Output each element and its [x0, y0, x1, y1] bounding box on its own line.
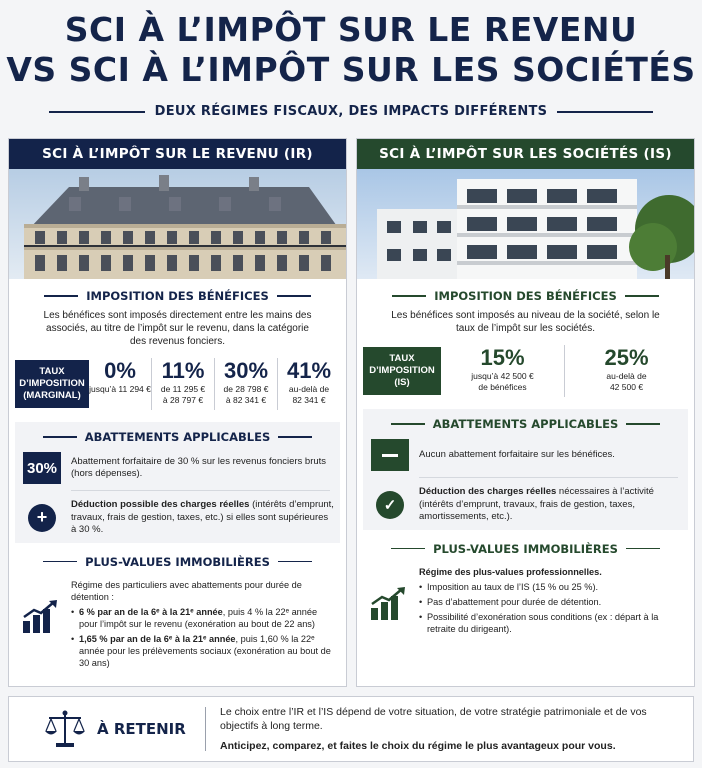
ir-rate-11: [151, 358, 214, 410]
rate-pct: 25%: [604, 345, 649, 370]
rate-desc: au-delà de: [606, 371, 647, 381]
rate-desc: de 11 295 €: [160, 384, 206, 394]
haussmann-building-photo: [9, 169, 346, 279]
divider-left: [49, 111, 145, 113]
is-abattement-text-2-bold: Déduction des charges réelles: [419, 486, 557, 497]
title-rule: [626, 548, 660, 550]
footer-message-2: Anticipez, comparez, et faites le choix du régime le plus avantageux pour vous.: [220, 740, 616, 752]
ir-plus-values-bullet-1: [71, 606, 338, 630]
ir-column: [8, 138, 347, 687]
title-rule: [43, 561, 77, 563]
is-plus-values-bullet-3: • Possibilité d’exonération sous conditions (ex : départ à la retraite du dirigeant).: [419, 611, 686, 635]
ir-heading: SCI À L’IMPÔT SUR LE REVENU (IR): [9, 139, 346, 169]
ir-rate-41: [277, 358, 340, 410]
growth-chart-icon: [369, 566, 409, 635]
rate-pct: 15%: [480, 345, 525, 370]
ir-abattements-title: [15, 422, 340, 444]
is-abattements-title: [363, 409, 688, 431]
thirty-percent-badge: 30%: [23, 452, 61, 484]
title-rule: [391, 548, 425, 550]
ir-imposition-text: Les bénéfices sont imposés directement entre les mains des associés, au titre de l’impôt sur le revenu, dans la catégorie des revenus fonciers.: [43, 310, 312, 347]
is-plus-values-bullet-2: • Pas d’abattement pour durée de détention.: [419, 596, 686, 608]
rate-desc: à 28 797 €: [162, 395, 204, 405]
modern-building-photo: [357, 169, 694, 279]
title-rule: [391, 423, 425, 425]
rate-desc: au-delà de: [288, 384, 330, 394]
is-plus-values-title-text: PLUS-VALUES IMMOBILIÈRES: [433, 541, 618, 556]
rate-desc: de 28 798 €: [223, 384, 269, 394]
is-rates: [363, 345, 688, 397]
is-abattement-text-1: Aucun abattement forfaitaire sur les bénéfices.: [419, 448, 615, 460]
is-abattements-title-text: ABATTEMENTS APPLICABLES: [432, 417, 619, 431]
title-rule: [392, 295, 426, 297]
rate-desc: 42 500 €: [609, 382, 644, 392]
scale-of-justice-icon: [33, 709, 97, 749]
subtitle: DEUX RÉGIMES FISCAUX, DES IMPACTS DIFFÉRENTS: [154, 104, 548, 119]
is-column: [356, 138, 695, 687]
bullet-bold: 6 % par an de la 6ᵉ à la 21ᵉ année: [79, 606, 223, 617]
growth-chart-icon: [21, 579, 61, 669]
ir-abattement-text-2-bold: Déduction possible des charges réelles: [71, 499, 250, 510]
plus-icon: +: [28, 504, 56, 532]
is-rate-label-line1: TAUX D’IMPOSITION: [369, 353, 435, 376]
footer-divider: [205, 707, 206, 751]
is-abattement-text-2-rest: nécessaires à l’activité (intérêts d’emprunt, travaux, frais de gestion, taxes, amortissements, etc.).: [419, 486, 654, 522]
ir-rate-label: [15, 360, 89, 408]
is-abattement-item-1: [363, 431, 688, 471]
ir-abattement-item-1: [15, 444, 340, 484]
ir-plus-values-intro: Régime des particuliers avec abattements pour durée de détention :: [71, 579, 302, 602]
divider-right: [557, 111, 653, 113]
is-plus-values-intro: Régime des plus-values professionnelles.: [419, 566, 602, 577]
rate-pct: 41%: [286, 358, 332, 383]
title-rule: [44, 295, 78, 297]
is-rate-15: [441, 345, 564, 397]
footer-messages: [220, 705, 660, 753]
ir-plus-values-title: [9, 555, 346, 569]
is-plus-values-title: [357, 542, 694, 556]
ir-abattement-text-2-rest: (intérêts d’emprunt, travaux, frais de gestion, taxes, etc.) si elles sont supérieures à 30 %.: [71, 499, 334, 535]
ir-rate-label-line1: TAUX D’IMPOSITION: [19, 366, 85, 389]
ir-abattement-item-2: [15, 491, 340, 537]
title-rule: [278, 561, 312, 563]
is-rate-label-line2: (IS): [394, 377, 410, 388]
ir-imposition-title: [9, 289, 346, 303]
ir-rate-0: [89, 358, 151, 410]
ir-plus-values-title-text: PLUS-VALUES IMMOBILIÈRES: [85, 554, 270, 569]
ir-abattement-text-2: [71, 499, 334, 537]
title-rule: [626, 423, 660, 425]
ir-abattements-panel: [15, 422, 340, 543]
title-rule: [278, 436, 312, 438]
ir-rate-label-line2: (MARGINAL): [23, 390, 81, 401]
rate-desc: jusqu’à 42 500 €: [471, 371, 534, 381]
main-title: [0, 10, 702, 90]
rate-desc: à 82 341 €: [225, 395, 267, 405]
ir-imposition-title-text: IMPOSITION DES BÉNÉFICES: [86, 289, 269, 303]
ir-plus-values-bullet-2: [71, 633, 338, 669]
bullet-rest: , puis 1,60 % la 22ᵉ année pour les prélèvements sociaux (exonération au bout de 30 ans): [79, 633, 331, 668]
is-plus-values: [357, 556, 694, 635]
bullet-rest: , puis 4 % la 22ᵉ année pour l’impôt sur le revenu (exonération au bout de 22 ans): [79, 606, 318, 629]
is-rate-label: [363, 347, 441, 395]
rate-pct: 11%: [161, 358, 205, 383]
ir-plus-values: [9, 569, 346, 669]
rate-desc: jusqu’à 11 294 €: [89, 384, 151, 394]
is-imposition-title: [357, 289, 694, 303]
checkmark-icon: ✓: [376, 491, 404, 519]
is-rate-25: [564, 345, 688, 397]
title-rule: [43, 436, 77, 438]
ir-abattements-title-text: ABATTEMENTS APPLICABLES: [84, 430, 271, 444]
is-heading: SCI À L’IMPÔT SUR LES SOCIÉTÉS (IS): [357, 139, 694, 169]
title-rule: [625, 295, 659, 297]
is-abattement-item-2: [363, 478, 688, 524]
is-plus-values-bullet-1: • Imposition au taux de l’IS (15 % ou 25 %).: [419, 581, 686, 593]
footer-message-1: Le choix entre l’IR et l’IS dépend de votre situation, de votre stratégie patrimoniale et de vos objectifs à long terme.: [220, 706, 647, 732]
ir-abattement-text-1: Abattement forfaitaire de 30 % sur les revenus fonciers bruts (hors dépenses).: [71, 455, 327, 479]
is-abattement-text-2: [419, 486, 682, 524]
subtitle-row: [0, 104, 702, 119]
is-imposition-text: Les bénéfices sont imposés au niveau de la société, selon le taux de l’impôt sur les sociétés.: [391, 310, 660, 334]
minus-icon: [371, 439, 409, 471]
retenir-label: À RETENIR: [97, 720, 186, 738]
rate-pct: 0%: [104, 358, 136, 383]
ir-rates: [15, 358, 340, 410]
rate-pct: 30%: [223, 358, 269, 383]
rate-desc: de bénéfices: [478, 382, 527, 392]
title-line-2: VS SCI À L’IMPÔT SUR LES SOCIÉTÉS: [6, 50, 696, 89]
rate-desc: 82 341 €: [292, 395, 326, 405]
is-imposition-title-text: IMPOSITION DES BÉNÉFICES: [434, 289, 617, 303]
title-line-1: SCI À L’IMPÔT SUR LE REVENU: [64, 10, 638, 49]
bullet-bold: 1,65 % par an de la 6ᵉ à la 21ᵉ année: [79, 633, 236, 644]
title-rule: [277, 295, 311, 297]
is-abattements-panel: [363, 409, 688, 530]
retenir-footer: [8, 696, 694, 762]
ir-rate-30: [214, 358, 277, 410]
